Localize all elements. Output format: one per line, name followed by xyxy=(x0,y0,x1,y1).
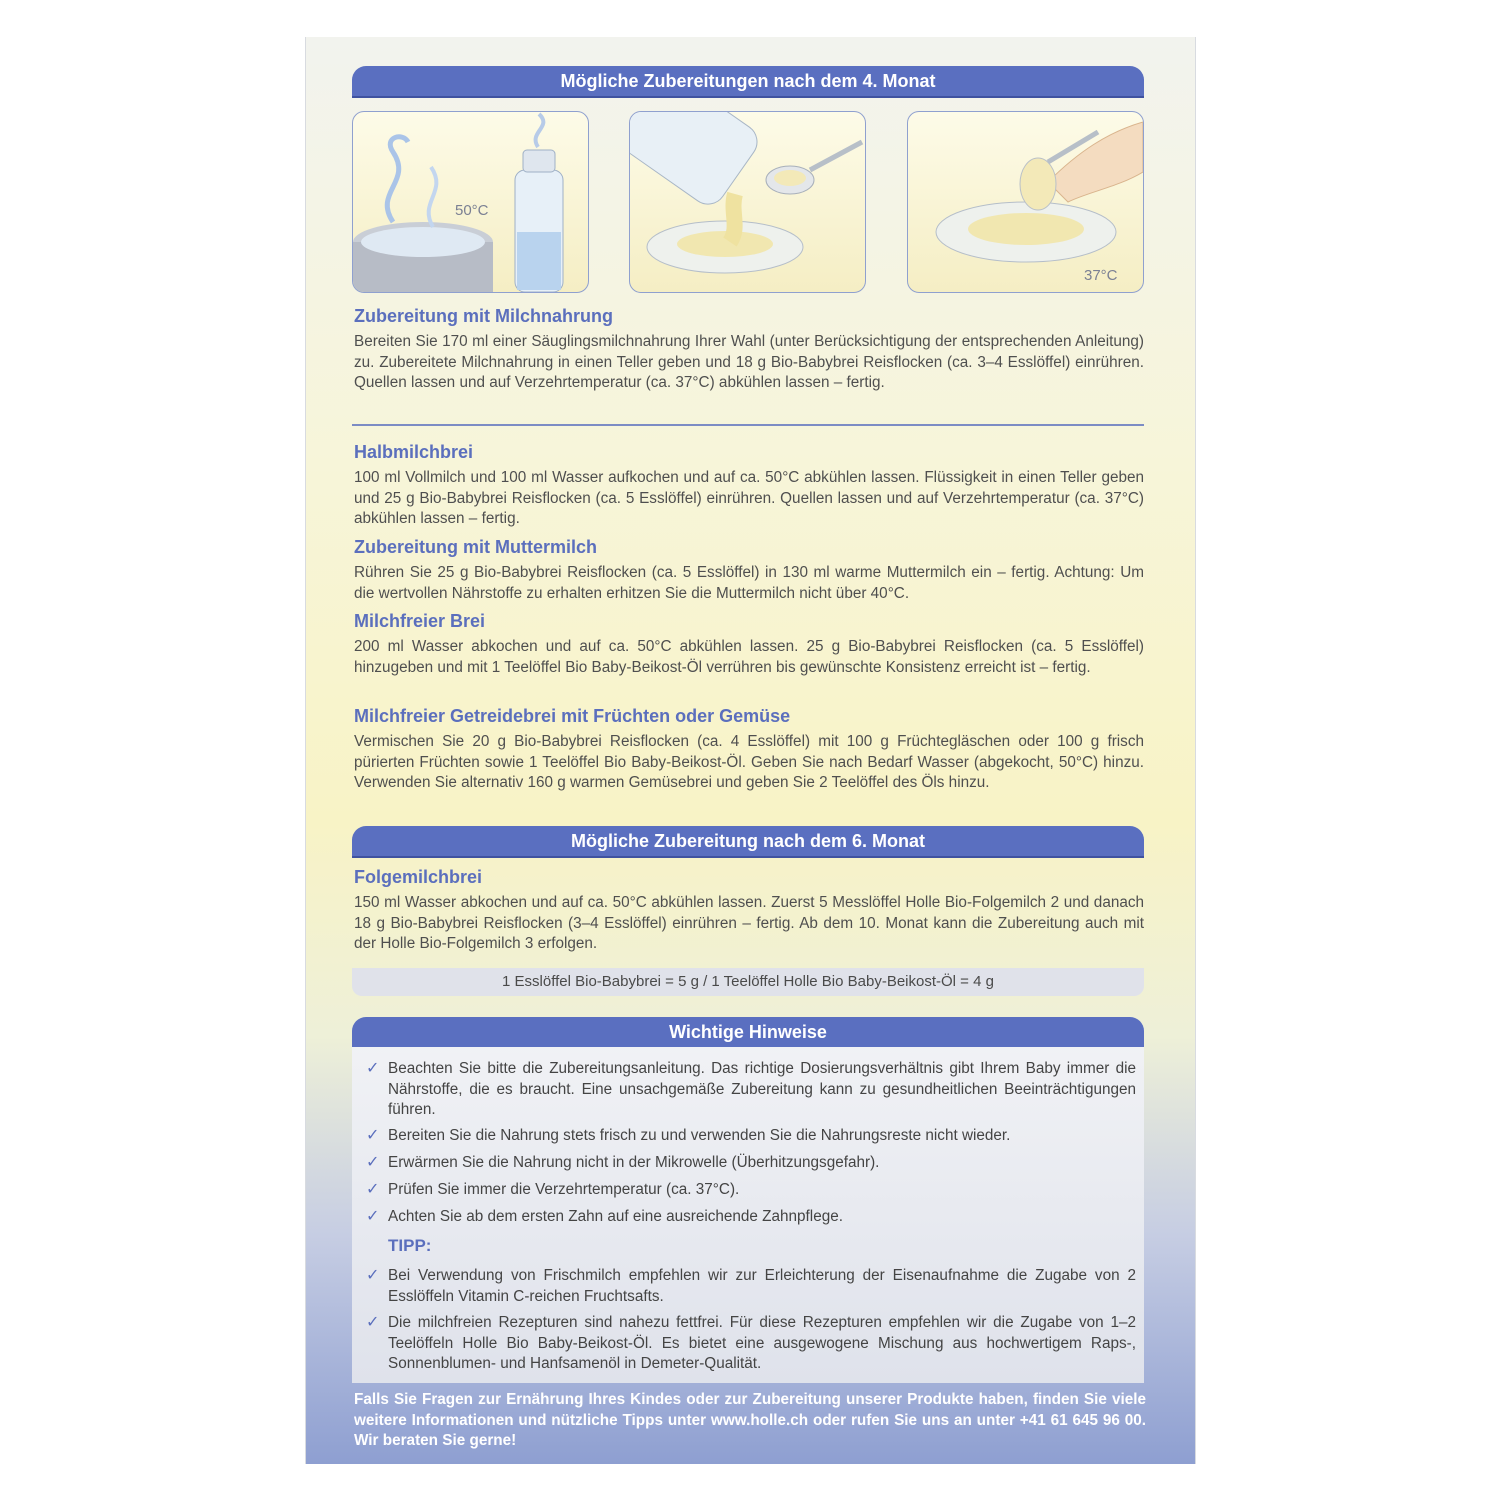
section-title-milchfreier-brei: Milchfreier Brei xyxy=(354,611,486,631)
list-item xyxy=(366,1313,1136,1375)
list-item-text: Die milchfreien Rezepturen sind nahezu fettfrei. Für diese Rezepturen empfehlen wir die Zugabe von 1–2 Teelöffeln Holle Bio Baby-Beikost-Öl. Es bietet eine ausgewogene Mischung aus hochwertigem Raps-, Sonnenblumen- und Hanfsamenöl in Demeter-Qualität. xyxy=(388,1314,1136,1372)
illustration-mixing xyxy=(629,111,866,293)
section-title-folgemilchbrei: Folgemilchbrei xyxy=(354,867,483,887)
illustration-heating-water xyxy=(352,111,589,293)
banner-4-monat: Mögliche Zubereitungen nach dem 4. Monat xyxy=(352,66,1144,96)
measurement-equivalence: 1 Esslöffel Bio-Babybrei = 5 g / 1 Teelöffel Holle Bio Baby-Beikost-Öl = 4 g xyxy=(352,968,1144,996)
banner-6-monat: Mögliche Zubereitung nach dem 6. Monat xyxy=(352,826,1144,856)
notes-title: Wichtige Hinweise xyxy=(352,1017,1144,1047)
section-title-milchnahrung: Zubereitung mit Milchnahrung xyxy=(354,306,613,326)
bowl-spoon-icon xyxy=(630,112,865,292)
check-icon: ✓ xyxy=(366,1181,380,1198)
section-text-milchnahrung: Bereiten Sie 170 ml einer Säuglingsmilchnahrung Ihrer Wahl (unter Berücksichtigung der entsprechenden Anleitung) zu. Zubereitete Milchnahrung in einen Teller geben und 18 g Bio-Babybrei Reisflocken (ca. 3–4 Esslöffel) einrühren. Quellen lassen und auf Verzehrtemperatur (ca. 37°C) abkühlen lassen – fertig. xyxy=(354,333,1144,391)
list-item xyxy=(366,1180,1136,1201)
section-title-halbmilchbrei: Halbmilchbrei xyxy=(354,442,474,462)
list-item-text: Bereiten Sie die Nahrung stets frisch zu und verwenden Sie die Nahrungsreste nicht wieder. xyxy=(388,1127,1011,1144)
list-item-text: Beachten Sie bitte die Zubereitungsanleitung. Das richtige Dosierungsverhältnis gibt Ihrem Baby immer die Nährstoffe, die es braucht. Eine unsachgemäße Zubereitung kann zu gesundheitlichen Beeinträchtigungen führen. xyxy=(388,1060,1136,1118)
check-icon: ✓ xyxy=(366,1208,380,1225)
contact-footer: Falls Sie Fragen zur Ernährung Ihres Kindes oder zur Zubereitung unserer Produkte haben, finden Sie viele weitere Informationen und nützliche Tipps unter www.holle.ch oder rufen Sie uns an unter +41 61 645 96 00. Wir beraten Sie gerne! xyxy=(354,1391,1146,1449)
section-title-muttermilch: Zubereitung mit Muttermilch xyxy=(354,537,597,557)
section-title-getreidebrei: Milchfreier Getreidebrei mit Früchten oder Gemüse xyxy=(354,706,791,726)
divider xyxy=(352,424,1144,426)
check-icon: ✓ xyxy=(366,1314,380,1331)
check-icon: ✓ xyxy=(366,1267,380,1284)
temperature-label: 50°C xyxy=(455,202,489,219)
section-text-halbmilchbrei: 100 ml Vollmilch und 100 ml Wasser aufkochen und auf ca. 50°C abkühlen lassen. Flüssigkeit in einen Teller geben und 25 g Bio-Babybrei Reisflocken (ca. 5 Esslöffel) einrühren. Quellen lassen und auf Verzehrtemperatur (ca. 37°C) abkühlen lassen – fertig. xyxy=(354,469,1144,527)
list-item-text: Erwärmen Sie die Nahrung nicht in der Mikrowelle (Überhitzungsgefahr). xyxy=(388,1154,880,1171)
section-text-folgemilchbrei: 150 ml Wasser abkochen und auf ca. 50°C abkühlen lassen. Zuerst 5 Messlöffel Holle Bio-Folgemilch 2 und danach 18 g Bio-Babybrei Reisflocken (3–4 Esslöffel) einrühren – fertig. Ab dem 10. Monat kann die Zubereitung auch mit der Holle Bio-Folgemilch 3 erfolgen. xyxy=(354,894,1144,952)
check-icon: ✓ xyxy=(366,1127,380,1144)
list-item-text: Achten Sie ab dem ersten Zahn auf eine ausreichende Zahnpflege. xyxy=(388,1208,843,1225)
list-item xyxy=(366,1207,1136,1228)
tipp-heading: TIPP: xyxy=(388,1236,432,1255)
list-item xyxy=(366,1266,1136,1307)
list-item xyxy=(366,1126,1136,1147)
check-icon: ✓ xyxy=(366,1060,380,1077)
feeding-spoon-icon xyxy=(908,112,1143,292)
list-item-text: Prüfen Sie immer die Verzehrtemperatur (ca. 37°C). xyxy=(388,1181,740,1198)
illustration-feeding xyxy=(907,111,1144,293)
list-item-text: Bei Verwendung von Frischmilch empfehlen wir zur Erleichterung der Eisenaufnahme die Zugabe von 2 Esslöffeln Vitamin C-reichen Fruchtsafts. xyxy=(388,1267,1136,1305)
section-text-milchfreier-brei: 200 ml Wasser abkochen und auf ca. 50°C abkühlen lassen. 25 g Bio-Babybrei Reisflocken (ca. 5 Esslöffel) hinzugeben und mit 1 Teelöffel Bio Baby-Beikost-Öl verrühren bis gewünschte Konsistenz erreicht ist – fertig. xyxy=(354,638,1144,676)
important-notes-panel xyxy=(352,1017,1144,1383)
section-text-muttermilch: Rühren Sie 25 g Bio-Babybrei Reisflocken (ca. 5 Esslöffel) in 130 ml warme Muttermilch ein – fertig. Achtung: Um die wertvollen Nährstoffe zu erhalten erhitzen Sie die Muttermilch nicht über 40°C. xyxy=(354,564,1144,602)
section-text-getreidebrei: Vermischen Sie 20 g Bio-Babybrei Reisflocken (ca. 4 Esslöffel) mit 100 g Früchtegläschen oder 100 g frisch pürierten Früchten sowie 1 Teelöffel Bio Baby-Beikost-Öl. Geben Sie nach Bedarf Wasser (abgekocht, 50°C) hinzu. Verwenden Sie alternativ 160 g warmen Gemüsebrei und geben Sie 2 Teelöffel des Öls hinzu. xyxy=(354,733,1144,791)
temperature-label: 37°C xyxy=(1084,267,1118,284)
list-item xyxy=(366,1059,1136,1121)
list-item xyxy=(366,1153,1136,1174)
check-icon: ✓ xyxy=(366,1154,380,1171)
